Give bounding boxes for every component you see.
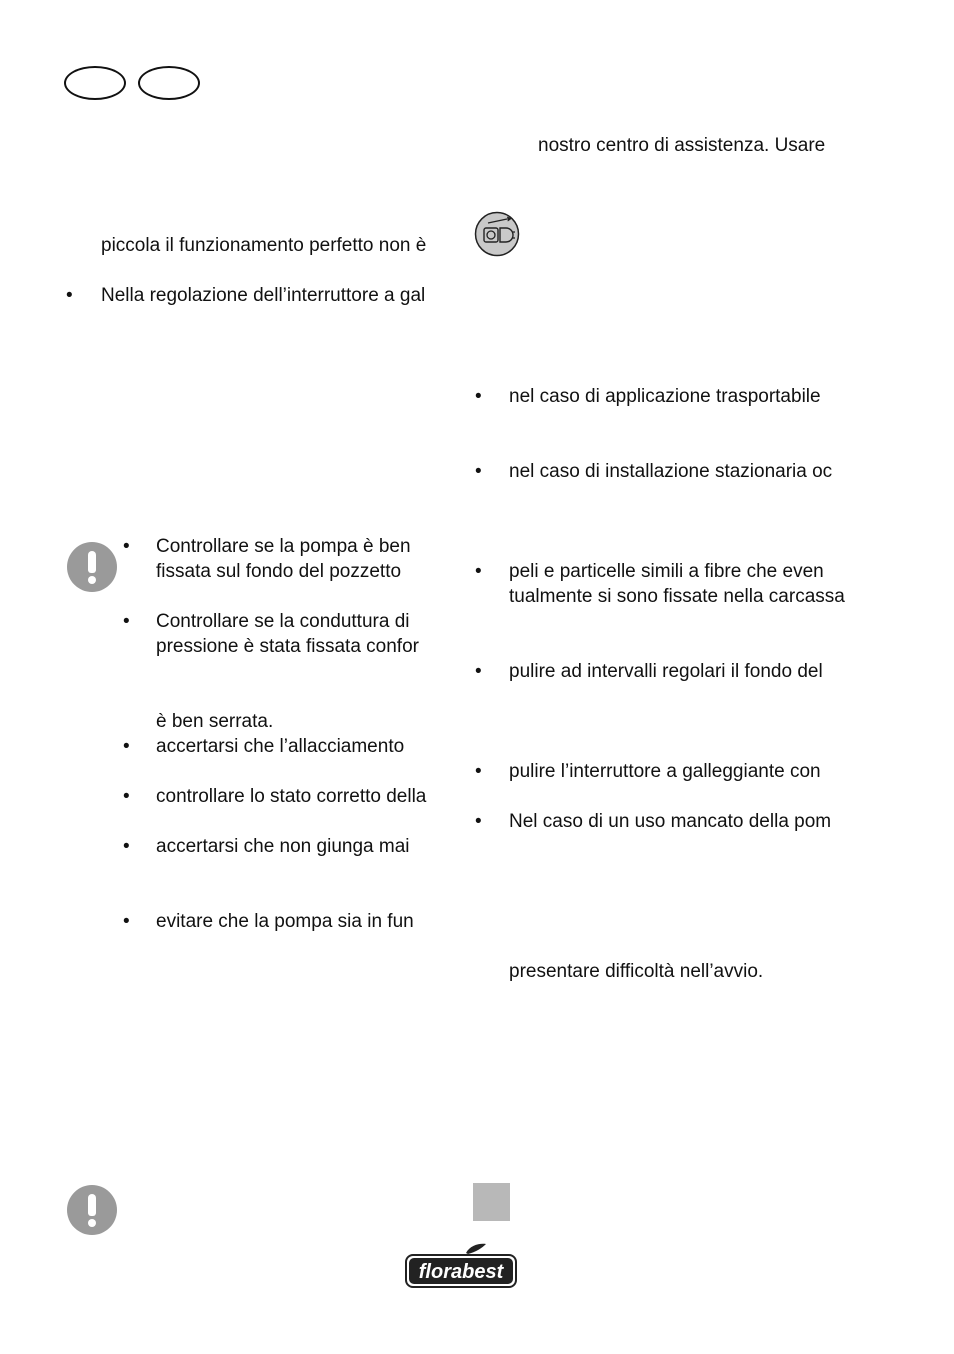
language-badge-right (138, 66, 200, 100)
warning-item-text: Controllare se la conduttura di (156, 611, 410, 632)
warning-item-text: è ben serrata. (156, 711, 274, 732)
right-bullet-text: pulire l’interruttore a galleggiante con (509, 761, 821, 782)
bullet-marker: • (123, 786, 130, 807)
svg-text:florabest: florabest (418, 1261, 504, 1283)
warning-item-text: accertarsi che l’allacciamento (156, 736, 405, 757)
florabest-logo (404, 1243, 518, 1289)
bullet-marker: • (123, 836, 130, 857)
right-text-line: presentare difficoltà nell’avvio. (509, 961, 764, 982)
right-bullet-text: tualmente si sono fissate nella carcassa (509, 586, 845, 607)
warning-item-text: pressione è stata fissata confor (156, 636, 419, 657)
unplug-icon (474, 211, 520, 257)
right-bullet-text: nel caso di applicazione trasportabile (509, 386, 821, 407)
bullet-marker: • (66, 285, 73, 306)
bullet-marker: • (475, 811, 482, 832)
page-number-box (473, 1183, 510, 1221)
warning-icon (67, 1185, 117, 1235)
right-bullet-text: nel caso di installazione stazionaria oc (509, 461, 833, 482)
right-bullet-text: peli e particelle simili a fibre che even (509, 561, 824, 582)
warning-icon (67, 542, 117, 592)
bullet-marker: • (475, 461, 482, 482)
bullet-marker: • (123, 911, 130, 932)
language-badge-left (64, 66, 126, 100)
bullet-marker: • (123, 736, 130, 757)
warning-item-text: evitare che la pompa sia in fun (156, 911, 414, 932)
warning-item-text: fissata sul fondo del pozzetto (156, 561, 402, 582)
bullet-marker: • (475, 761, 482, 782)
warning-item-text: Controllare se la pompa è ben (156, 536, 411, 557)
warning-item-text: controllare lo stato corretto della (156, 786, 427, 807)
right-bullet-text: Nel caso di un uso mancato della pom (509, 811, 832, 832)
bullet-marker: • (475, 661, 482, 682)
right-text-line: nostro centro di assistenza. Usare (538, 135, 826, 156)
bullet-marker: • (475, 386, 482, 407)
left-text-line: piccola il funzionamento perfetto non è (101, 235, 427, 256)
bullet-marker: • (123, 536, 130, 557)
bullet-marker: • (123, 611, 130, 632)
warning-item-text: accertarsi che non giunga mai (156, 836, 410, 857)
right-bullet-text: pulire ad intervalli regolari il fondo del (509, 661, 823, 682)
left-bullet-text: Nella regolazione dell’interruttore a gal (101, 285, 426, 306)
bullet-marker: • (475, 561, 482, 582)
